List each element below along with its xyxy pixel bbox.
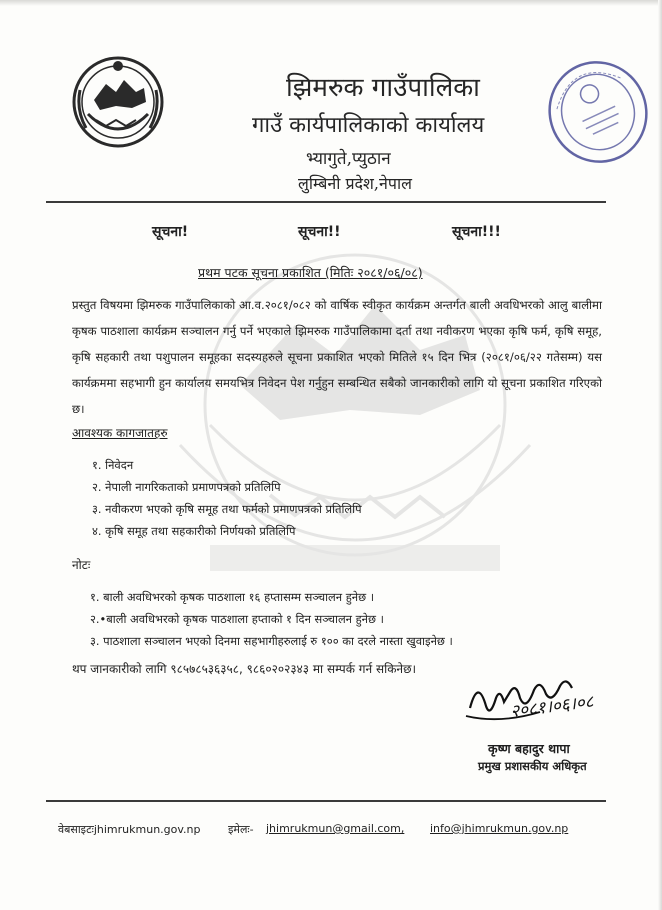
officer-name: कृष्ण बहादुर थापा xyxy=(488,741,570,756)
nepal-government-emblem-icon xyxy=(66,50,170,154)
footer-website: वेबसाइटःjhimrukmun.gov.np xyxy=(58,823,201,836)
scan-edge-top xyxy=(0,0,662,6)
scan-edge-right xyxy=(658,0,662,910)
required-document-item: २. नेपाली नागरिकताको प्रमाणपत्रको प्रतिलिपि xyxy=(92,480,281,494)
notice-heading-3: सूचना!!! xyxy=(452,224,501,240)
note-item: २.•बाली अवधिभरको कृषक पाठशाला हप्ताको १ दिन सञ्चालन हुनेछ । xyxy=(90,612,384,626)
notice-heading-2: सूचना!! xyxy=(298,224,341,240)
required-document-item: ४. कृषि समूह तथा सहकारीको निर्णयको प्रतिलिपि xyxy=(92,524,296,538)
footer-email-link-1[interactable]: jhimrukmun@gmail.com, xyxy=(266,822,405,835)
note-item: ३. पाठशाला सञ्चालन भएको दिनमा सहभागीहरुलाई रु १०० का दरले नास्ता खुवाइनेछ । xyxy=(90,634,453,648)
required-document-item: १. निवेदन xyxy=(92,458,134,472)
note-label: नोटः xyxy=(72,558,91,572)
signature-date: २०८१।०६।०८ xyxy=(509,691,595,723)
header-divider xyxy=(46,201,606,203)
notice-heading-1: सूचना! xyxy=(152,224,189,240)
office-name: गाउँ कार्यपालिकाको कार्यालय xyxy=(252,113,485,138)
office-seal-stamp-icon xyxy=(544,52,652,170)
contact-info-line: थप जानकारीको लागि ९८५७८५३६३५८, ९८६०२०२३४३ मा सम्पर्क गर्न सकिनेछ। xyxy=(72,662,417,676)
note-item: १. बाली अवधिभरको कृषक पाठशाला १६ हप्तासम्म सञ्चालन हुनेछ । xyxy=(90,590,375,604)
municipality-name: झिमरुक गाउँपालिका xyxy=(286,73,480,103)
footer-email-link-2[interactable]: info@jhimrukmun.gov.np xyxy=(430,822,569,835)
footer-divider xyxy=(46,800,606,802)
required-document-item: ३. नवीकरण भएको कृषि समूह तथा फर्मको प्रमाणपत्रको प्रतिलिपि xyxy=(92,502,362,516)
notice-body-paragraph: प्रस्तुत विषयमा झिमरुक गाउँपालिकाको आ.व.२०८१/०८२ को वार्षिक स्वीकृत कार्यक्रम अन्तर्गत बाली अवधिभरको आलु बालीमा कृषक पाठशाला कार्यक्रम सञ्चालन गर्नु पर्ने भएकाले झिमरुक गाउँपालिकामा दर्ता तथा नवीकरण भएका कृषि फर्म, कृषि समूह, कृषि सहकारी तथा पशुपालन समूहका सदस्यहरुले सूचना प्रकाशित भएको मितिले १५ दिन भित्र (२०८१/०६/२२ गतेसम्म) यस कार्यक्रममा सहभागी हुन कार्यालय समयभित्र निवेदन पेश गर्नुहुन सम्बन्धित सबैको जानकारीको लागि यो सूचना प्रकाशित गरिएको छ। xyxy=(72,298,602,416)
office-address: भ्यागुते,प्युठान xyxy=(306,149,391,169)
footer-email-label: इमेलः- xyxy=(228,823,254,836)
required-documents-title: आवश्यक कागजातहरु xyxy=(72,426,168,440)
office-province: लुम्बिनी प्रदेश,नेपाल xyxy=(298,174,412,193)
officer-title: प्रमुख प्रशासकीय अधिकृत xyxy=(478,759,587,773)
publication-date-line: प्रथम पटक सूचना प्रकाशित (मितिः २०८१/०६/०८) xyxy=(198,265,423,280)
